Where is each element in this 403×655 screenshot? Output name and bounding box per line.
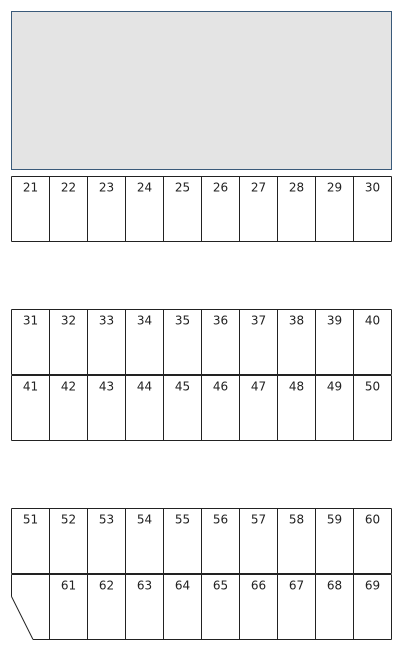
stall-lines (12, 177, 392, 640)
stall-number: 59 (326, 512, 343, 527)
stall-number: 45 (174, 379, 191, 394)
stall-number: 55 (174, 512, 191, 527)
stall-number: 57 (250, 512, 267, 527)
stall-number: 40 (364, 313, 381, 328)
stall-number: 26 (212, 180, 229, 195)
stall-number: 38 (288, 313, 305, 328)
stall-number: 27 (250, 180, 267, 195)
stall-number: 68 (326, 578, 343, 593)
stall-number: 22 (60, 180, 77, 195)
stall-number: 54 (136, 512, 153, 527)
stall-number: 49 (326, 379, 343, 394)
stall-number: 52 (60, 512, 77, 527)
stall-number: 28 (288, 180, 305, 195)
stall-number: 67 (288, 578, 305, 593)
stall-number: 43 (98, 379, 115, 394)
stall-number: 25 (174, 180, 191, 195)
stall-number: 48 (288, 379, 305, 394)
stall-number: 30 (364, 180, 381, 195)
stall-number: 34 (136, 313, 153, 328)
stall-number: 62 (98, 578, 115, 593)
stall-number: 58 (288, 512, 305, 527)
stall-number: 41 (22, 379, 39, 394)
stall-number: 31 (22, 313, 39, 328)
stall-number: 21 (22, 180, 39, 195)
stall-number: 61 (60, 578, 77, 593)
stall-number: 35 (174, 313, 191, 328)
stall-number: 53 (98, 512, 115, 527)
stall-number: 44 (136, 379, 153, 394)
stall-number: 24 (136, 180, 153, 195)
stall-number: 60 (364, 512, 381, 527)
corner-chamfer-line (12, 597, 34, 640)
stall-number: 37 (250, 313, 267, 328)
stall-number: 23 (98, 180, 115, 195)
stall-number: 64 (174, 578, 191, 593)
stall-number: 36 (212, 313, 229, 328)
stall-number: 56 (212, 512, 229, 527)
stall-number: 51 (22, 512, 39, 527)
stall-number: 32 (60, 313, 77, 328)
stall-number: 50 (364, 379, 381, 394)
building-block (12, 12, 392, 170)
stall-number: 47 (250, 379, 267, 394)
stall-number: 69 (364, 578, 381, 593)
stall-number: 33 (98, 313, 115, 328)
stall-number: 66 (250, 578, 267, 593)
stall-number: 63 (136, 578, 153, 593)
stall-number: 29 (326, 180, 343, 195)
stall-number: 39 (326, 313, 343, 328)
stall-number: 46 (212, 379, 229, 394)
stall-number: 42 (60, 379, 77, 394)
stall-number: 65 (212, 578, 229, 593)
